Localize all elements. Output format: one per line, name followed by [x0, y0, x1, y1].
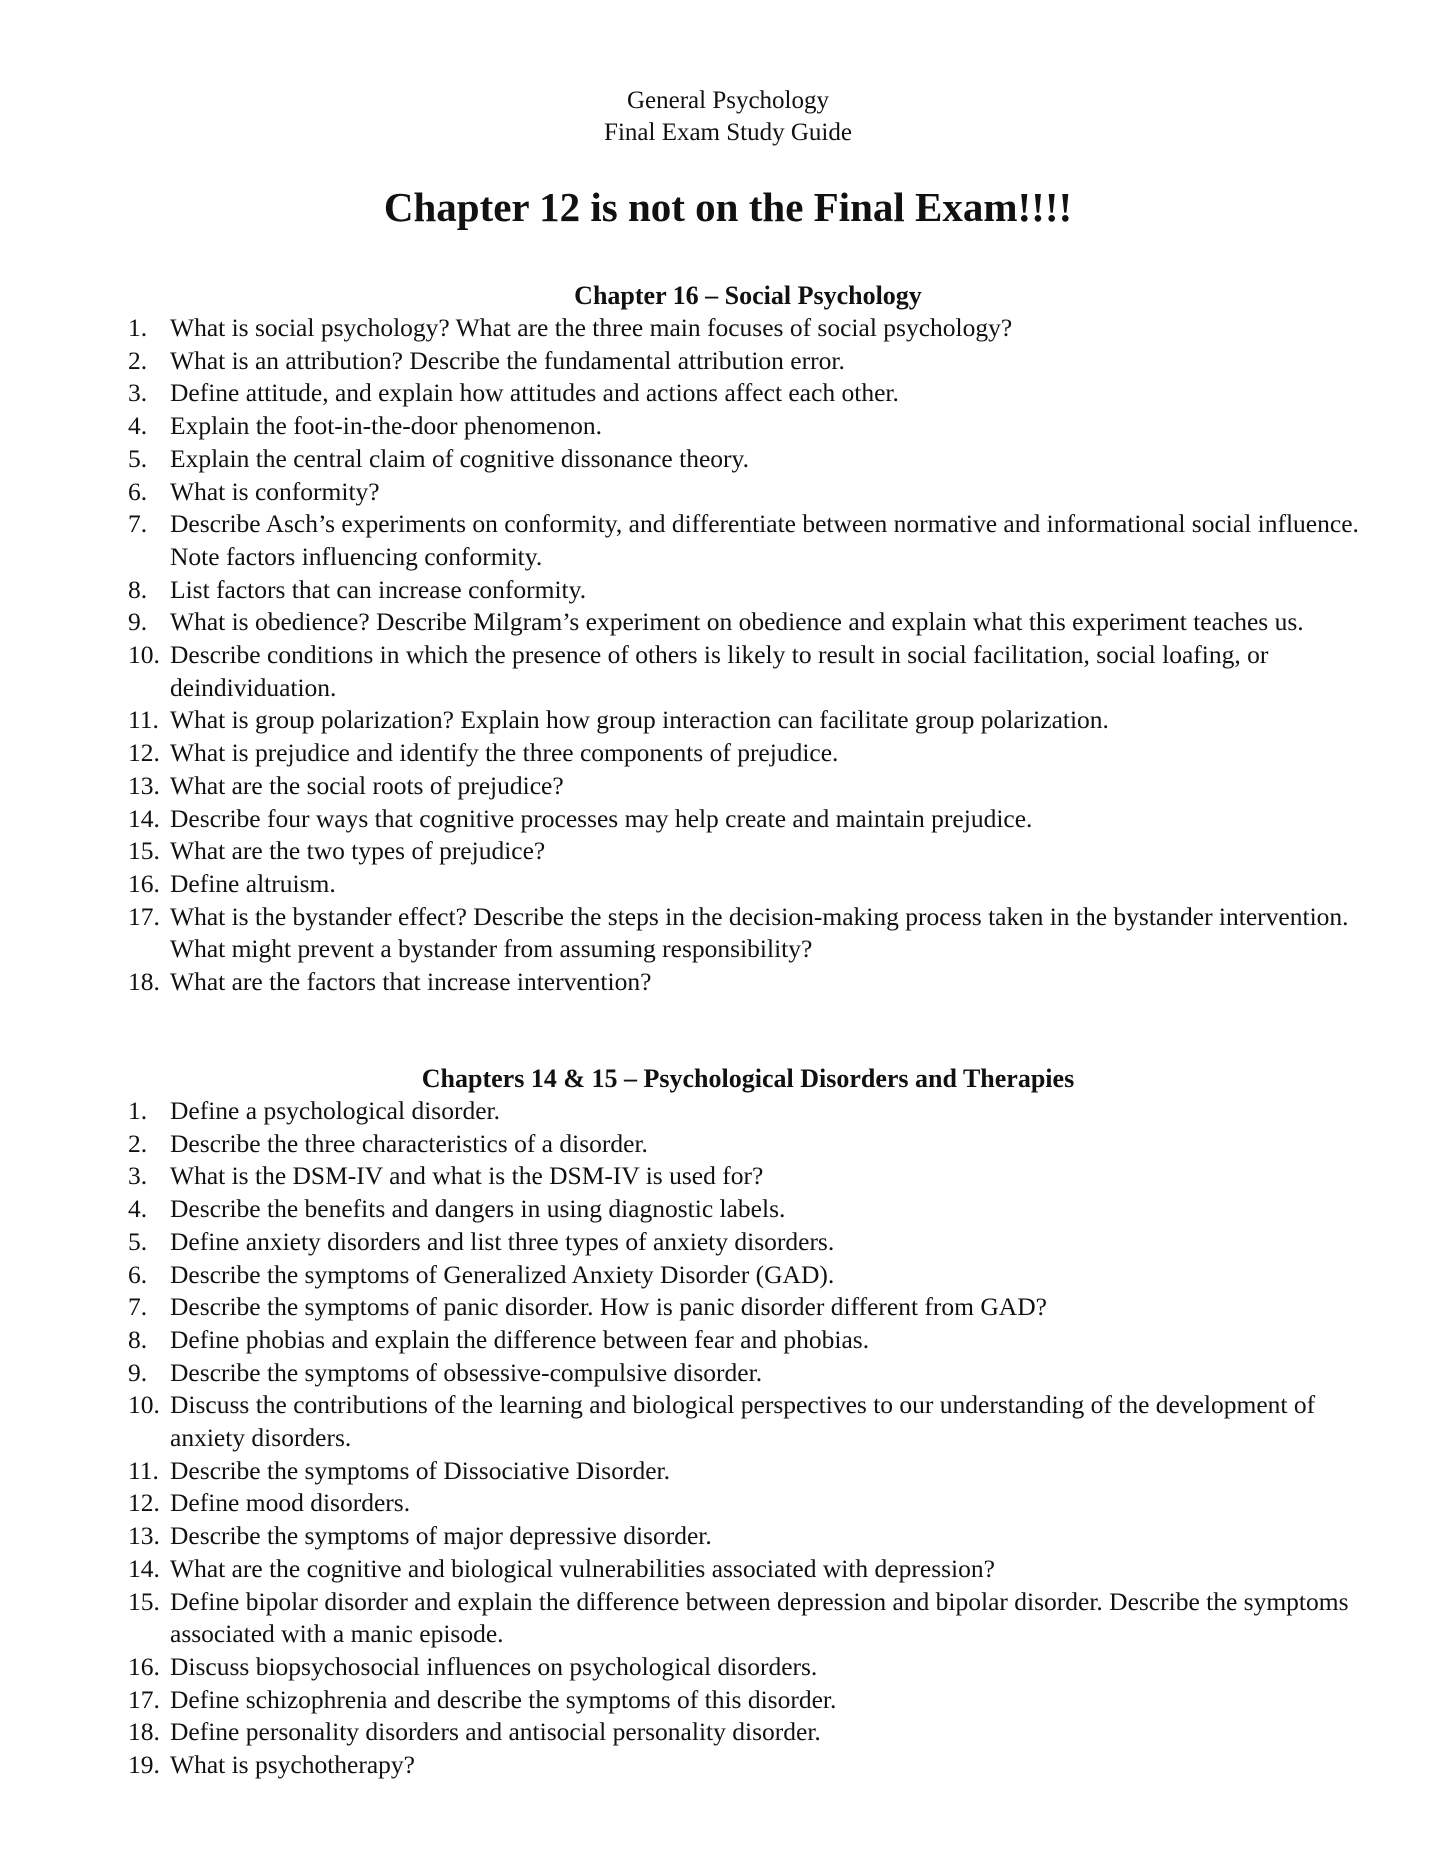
- question-text: Define personality disorders and antisocial personality disorder.: [170, 1717, 821, 1747]
- question-text: Define altruism.: [170, 868, 336, 898]
- question-number: 9.: [128, 607, 148, 637]
- question-item: [128, 312, 1368, 345]
- question-item: [128, 508, 1368, 573]
- question-number: 1.: [128, 313, 148, 342]
- question-text: What are the two types of prejudice?: [170, 836, 546, 866]
- question-number: 16.: [128, 1651, 160, 1681]
- question-number: 1.: [128, 1096, 148, 1125]
- section-title: Chapter 16 – Social Psychology: [574, 281, 922, 310]
- question-item: [128, 1324, 1368, 1357]
- question-list: [128, 1095, 1368, 1782]
- question-text: Discuss biopsychosocial influences on psychological disorders.: [170, 1651, 818, 1681]
- question-item: [128, 835, 1368, 868]
- question-item: [128, 574, 1368, 607]
- question-number: 6.: [128, 476, 148, 506]
- question-number: 12.: [128, 1488, 160, 1518]
- question-item: [128, 901, 1368, 966]
- question-item: [128, 443, 1368, 476]
- question-number: 3.: [128, 1161, 148, 1191]
- question-item: [128, 1193, 1368, 1226]
- question-number: 18.: [128, 1717, 160, 1747]
- question-number: 2.: [128, 1128, 148, 1158]
- question-number: 2.: [128, 345, 148, 375]
- question-item: [128, 639, 1368, 704]
- exam-notice: Chapter 12 is not on the Final Exam!!!!: [383, 184, 1073, 230]
- question-item: [128, 803, 1368, 836]
- question-text: What is conformity?: [170, 476, 380, 506]
- question-number: 12.: [128, 738, 160, 768]
- question-text: What is social psychology? What are the three main focuses of social psychology?: [170, 313, 1013, 342]
- question-text: Describe the symptoms of panic disorder. How is panic disorder different from GAD?: [170, 1292, 1047, 1322]
- question-text: What are the social roots of prejudice?: [170, 770, 564, 800]
- question-text: Define schizophrenia and describe the symptoms of this disorder.: [170, 1684, 837, 1714]
- question-number: 4.: [128, 411, 148, 441]
- question-item: [128, 1259, 1368, 1292]
- question-item: [128, 1553, 1368, 1586]
- question-text: Describe conditions in which the presence of others is likely to result in social facilitation, social loafing, or deindividuation.: [170, 640, 1269, 702]
- question-text: Describe the symptoms of Dissociative Disorder.: [170, 1455, 670, 1485]
- question-number: 16.: [128, 868, 160, 898]
- question-item: [128, 1291, 1368, 1324]
- question-text: Discuss the contributions of the learning and biological perspectives to our understanding of the development of anxiety disorders.: [170, 1390, 1316, 1453]
- question-text: What is group polarization? Explain how group interaction can facilitate group polarization.: [170, 705, 1109, 735]
- question-number: 13.: [128, 770, 160, 800]
- question-number: 14.: [128, 803, 160, 833]
- question-number: 15.: [128, 836, 160, 866]
- section-social-psychology: [128, 280, 1368, 999]
- question-item: [128, 737, 1368, 770]
- question-text: What are the factors that increase intervention?: [170, 967, 652, 997]
- question-text: What is the bystander effect? Describe the steps in the decision-making process taken in the bystander intervention. What might prevent a bystander from assuming responsibility?: [170, 901, 1349, 964]
- question-item: [128, 1586, 1368, 1651]
- question-text: Describe the symptoms of major depressive disorder.: [170, 1521, 712, 1551]
- question-text: Describe four ways that cognitive processes may help create and maintain prejudice.: [170, 803, 1033, 833]
- question-item: [128, 868, 1368, 901]
- question-text: Describe the benefits and dangers in using diagnostic labels.: [170, 1194, 786, 1224]
- question-item: [128, 1749, 1368, 1782]
- question-text: List factors that can increase conformity.: [170, 574, 587, 604]
- question-list: [128, 312, 1368, 999]
- document-subtitle: Final Exam Study Guide: [604, 119, 852, 146]
- question-text: Define attitude, and explain how attitudes and actions affect each other.: [170, 378, 899, 408]
- question-item: [128, 1651, 1368, 1684]
- question-text: Describe the symptoms of obsessive-compulsive disorder.: [170, 1357, 763, 1387]
- question-text: Define a psychological disorder.: [170, 1096, 500, 1125]
- question-text: What is prejudice and identify the three components of prejudice.: [170, 738, 839, 768]
- question-number: 13.: [128, 1521, 160, 1551]
- question-item: [128, 1487, 1368, 1520]
- question-number: 4.: [128, 1194, 148, 1224]
- question-item: [128, 1520, 1368, 1553]
- question-number: 15.: [128, 1586, 160, 1616]
- question-number: 18.: [128, 967, 160, 997]
- question-number: 5.: [128, 443, 148, 473]
- course-title: General Psychology: [626, 87, 830, 114]
- question-number: 7.: [128, 509, 148, 539]
- question-number: 14.: [128, 1553, 160, 1583]
- section-psychological-disorders: [128, 1063, 1368, 1782]
- question-item: [128, 1095, 1368, 1128]
- question-item: [128, 410, 1368, 443]
- question-number: 17.: [128, 1684, 160, 1714]
- question-number: 6.: [128, 1259, 148, 1289]
- question-text: Define mood disorders.: [170, 1488, 411, 1518]
- question-item: [128, 1684, 1368, 1717]
- question-number: 11.: [128, 705, 159, 735]
- question-number: 3.: [128, 378, 148, 408]
- question-number: 9.: [128, 1357, 148, 1387]
- question-text: Explain the central claim of cognitive dissonance theory.: [170, 443, 749, 473]
- section-title: Chapters 14 & 15 – Psychological Disorders and Therapies: [421, 1064, 1075, 1093]
- question-item: [128, 377, 1368, 410]
- question-text: Describe Asch’s experiments on conformity, and differentiate between normative and informational social influence. Note factors influencing conformity.: [170, 509, 1359, 571]
- question-item: [128, 1160, 1368, 1193]
- question-item: [128, 1716, 1368, 1749]
- question-text: What is psychotherapy?: [170, 1750, 416, 1780]
- question-item: [128, 606, 1368, 639]
- question-item: [128, 345, 1368, 378]
- question-text: Define anxiety disorders and list three types of anxiety disorders.: [170, 1226, 835, 1256]
- question-text: What is an attribution? Describe the fundamental attribution error.: [170, 345, 845, 375]
- question-number: 17.: [128, 901, 160, 931]
- question-item: [128, 770, 1368, 803]
- question-text: Explain the foot-in-the-door phenomenon.: [170, 411, 602, 441]
- question-number: 8.: [128, 1324, 148, 1354]
- question-item: [128, 1128, 1368, 1161]
- question-number: 8.: [128, 574, 148, 604]
- question-number: 10.: [128, 1390, 160, 1420]
- question-item: [128, 1226, 1368, 1259]
- question-number: 5.: [128, 1226, 148, 1256]
- question-item: [128, 476, 1368, 509]
- question-text: Describe the symptoms of Generalized Anxiety Disorder (GAD).: [170, 1259, 835, 1289]
- question-text: Describe the three characteristics of a disorder.: [170, 1128, 648, 1158]
- question-text: What are the cognitive and biological vulnerabilities associated with depression?: [170, 1553, 995, 1583]
- question-number: 7.: [128, 1292, 148, 1322]
- question-number: 19.: [128, 1750, 160, 1780]
- question-text: Define phobias and explain the difference between fear and phobias.: [170, 1324, 870, 1354]
- question-item: [128, 966, 1368, 999]
- question-text: What is the DSM-IV and what is the DSM-IV is used for?: [170, 1161, 764, 1191]
- question-item: [128, 1389, 1368, 1454]
- question-item: [128, 704, 1368, 737]
- question-text: Define bipolar disorder and explain the difference between depression and bipolar disorder. Describe the symptoms associated with a manic episode.: [170, 1586, 1349, 1649]
- question-number: 11.: [128, 1455, 159, 1485]
- question-number: 10.: [128, 640, 160, 670]
- question-item: [128, 1357, 1368, 1390]
- question-item: [128, 1455, 1368, 1488]
- question-text: What is obedience? Describe Milgram’s experiment on obedience and explain what this experiment teaches us.: [170, 607, 1304, 637]
